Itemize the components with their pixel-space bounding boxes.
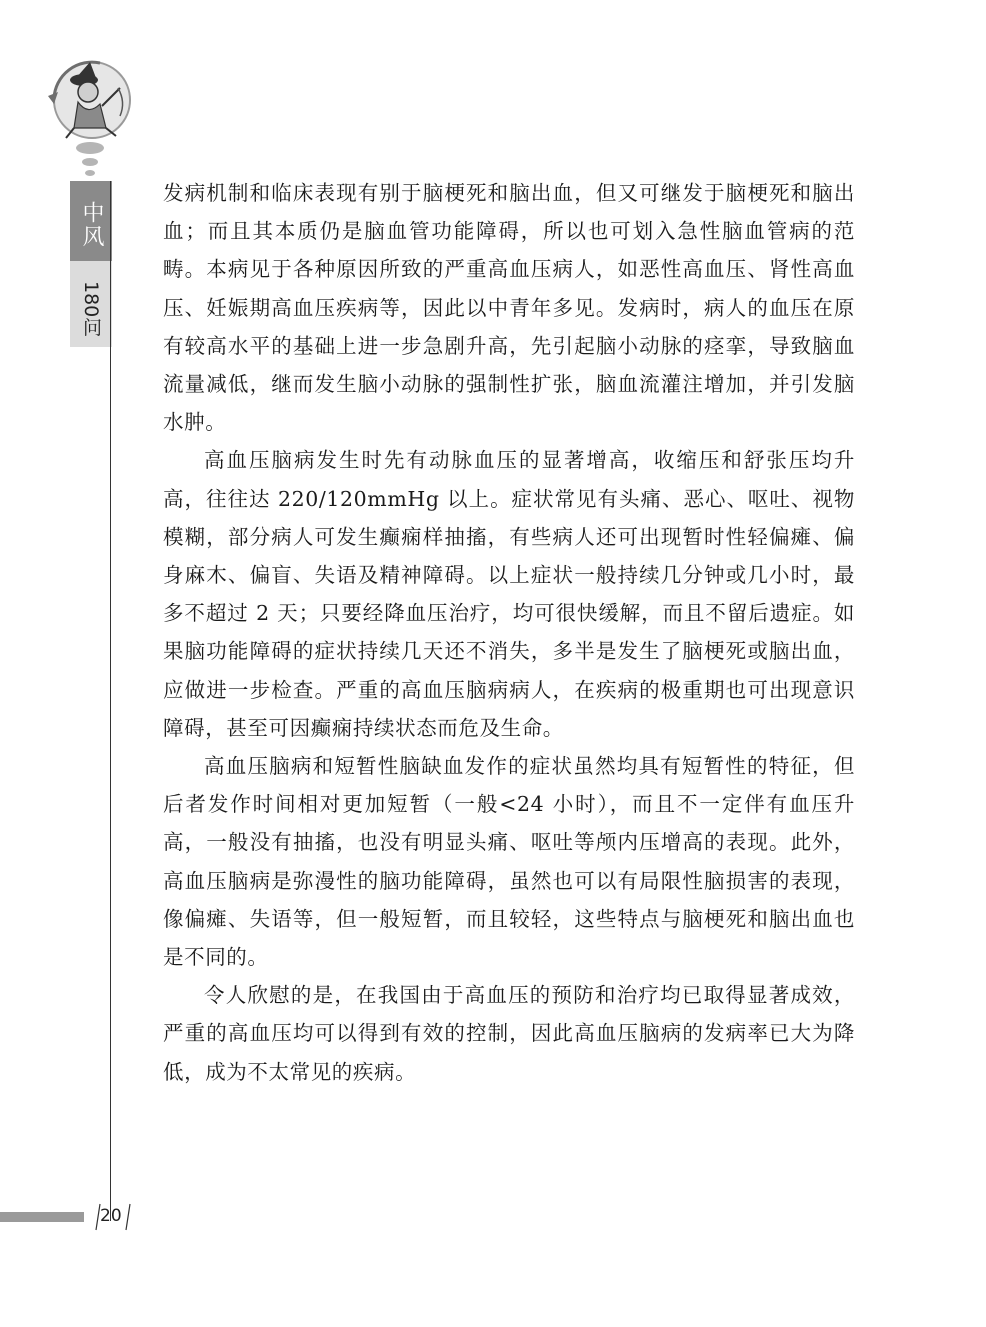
doctor-cartoon-icon — [40, 58, 140, 180]
book-logo-illustration — [40, 58, 140, 180]
page-number-block — [84, 1200, 144, 1234]
footer-bar — [0, 1212, 84, 1222]
paragraph-2: 高血压脑病发生时先有动脉血压的显著增高，收缩压和舒张压均升高，往往达 220/120mmHg 以上。症状常见有头痛、恶心、呕吐、视物模糊，部分病人可发生癫痫样抽搐，有些病人还可出现暂时性轻偏瘫、偏身麻木、偏盲、失语及精神障碍。以上症状一般持续几分钟或几小时，最多不超过 2 天；只要经降血压治疗，均可很快缓解，而且不留后遗症。如果脑功能障碍的症状持续几天还不消失，多半是发生了脑梗死或脑出血，应做进一步检查。严重的高血压脑病病人，在疾病的极重期也可出现意识障碍，甚至可因癫痫持续状态而危及生命。 — [163, 448, 855, 740]
paragraph-3: 高血压脑病和短暂性脑缺血发作的症状虽然均具有短暂性的特征，但后者发作时间相对更加短暂（一般<24 小时），而且不一定伴有血压升高，一般没有抽搐，也没有明显头痛、呕吐等颅内压增高的表现。此外，高血压脑病是弥漫性的脑功能障碍，虽然也可以有局限性脑损害的表现，像偏瘫、失语等，但一般短暂，而且较轻，这些特点与脑梗死和脑出血也是不同的。 — [163, 754, 855, 970]
paragraph-4: 令人欣慰的是，在我国由于高血压的预防和治疗均已取得显著成效，严重的高血压均可以得到有效的控制，因此高血压脑病的发病率已大为降低，成为不太常见的疾病。 — [163, 983, 855, 1084]
page-body — [163, 174, 855, 1091]
side-tab-title: 中风 — [70, 181, 112, 261]
page-number: 20 — [100, 1206, 122, 1226]
paragraph-1: 发病机制和临床表现有别于脑梗死和脑出血，但又可继发于脑梗死和脑出血；而且其本质仍是脑血管功能障碍，所以也可划入急性脑血管病的范畴。本病见于各种原因所致的严重高血压病人，如恶性高血压、肾性高血压、妊娠期高血压疾病等，因此以中青年多见。发病时，病人的血压在原有较高水平的基础上进一步急剧升高，先引起脑小动脉的痉挛，导致脑血流量减低，继而发生脑小动脉的强制性扩张，脑血流灌注增加，并引发脑水肿。 — [163, 181, 855, 435]
chapter-side-tab — [70, 181, 112, 347]
margin-rule — [110, 181, 111, 1221]
side-tab-subtitle: 180问 — [70, 261, 112, 347]
